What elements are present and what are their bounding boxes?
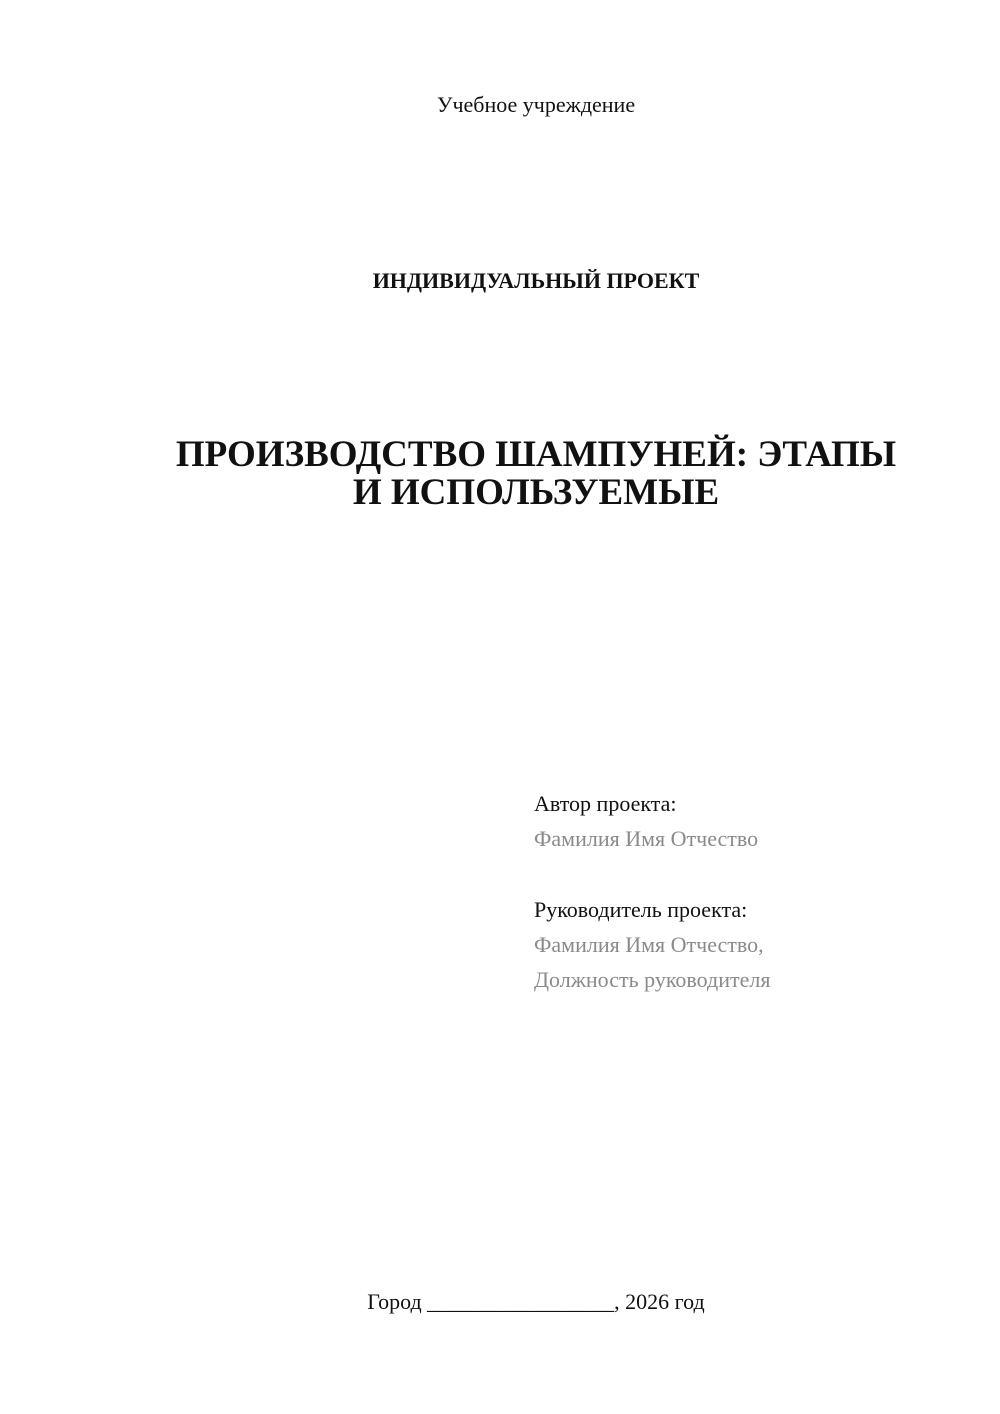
project-title-line-1: ПРОИЗВОДСТВО ШАМПУНЕЙ: ЭТАПЫ (175, 434, 897, 475)
author-name: Фамилия Имя Отчество (534, 826, 759, 851)
author-label: Автор проекта: (534, 791, 677, 816)
supervisor-name: Фамилия Имя Отчество, (534, 932, 764, 957)
project-title-line-2: И ИСПОЛЬЗУЕМЫЕ (352, 472, 720, 513)
supervisor-position: Должность руководителя (534, 967, 771, 992)
city-year-footer: Город _________________, 2026 год (367, 1289, 705, 1314)
project-credits (534, 786, 974, 997)
project-title (72, 436, 1000, 512)
credits-spacer (534, 856, 974, 892)
institution-name: Учебное учреждение (436, 92, 636, 117)
project-type-heading: ИНДИВИДУАЛЬНЫЙ ПРОЕКТ (372, 268, 700, 293)
supervisor-label: Руководитель проекта: (534, 897, 748, 922)
